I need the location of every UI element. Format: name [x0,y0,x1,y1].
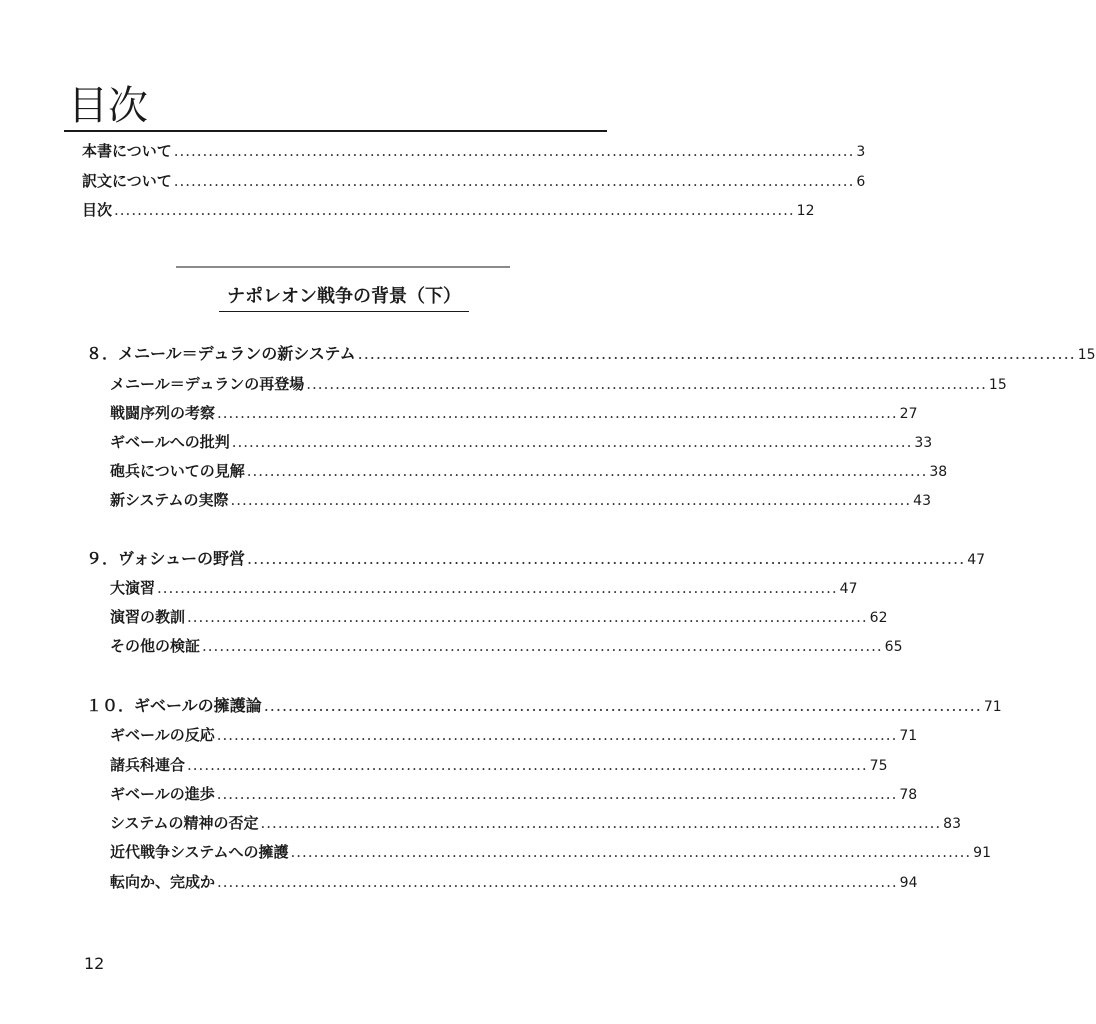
leader-dots: ...................................................................................................................... [306,375,987,393]
toc-section-page: 78 [899,787,918,803]
toc-section-label: システムの精神の否定 [110,814,259,832]
leader-dots: ...................................................................................................................... [187,756,868,774]
toc-section[interactable] [110,374,1007,395]
toc-entry-page: 3 [856,144,866,160]
toc-section-label: メニール＝デュランの再登場 [110,375,305,393]
toc-section[interactable] [110,784,918,805]
toc-entry-page: 6 [856,174,866,190]
toc-section[interactable] [110,461,948,482]
leader-dots: ...................................................................................................................... [290,843,972,861]
toc-chapter-label: １０．ギベールの擁護論 [86,696,262,715]
title-underline [64,130,607,132]
toc-section[interactable] [110,636,903,657]
toc-section-label: 新システムの実際 [110,491,229,509]
toc-section-page: 47 [839,581,858,597]
toc-chapter-page: 47 [967,552,986,568]
toc-section-page: 65 [884,639,903,655]
toc-chapter[interactable] [86,344,1096,365]
toc-section[interactable] [110,490,931,511]
leader-dots: ...................................................................................................................... [173,172,855,190]
toc-section-page: 27 [899,406,918,422]
page-title: 目次 [68,83,148,129]
toc-chapter[interactable] [86,696,1002,717]
toc-section-page: 83 [943,816,961,832]
toc-entry-page: 12 [796,203,815,219]
toc-chapter[interactable] [86,549,986,570]
toc-section[interactable] [110,872,918,893]
toc-section[interactable] [110,813,961,834]
toc-section-label: 大演習 [110,579,156,597]
toc-section-label: ギベールの反応 [110,726,215,744]
leader-dots: ...................................................................................................................... [173,142,855,160]
toc-section-page: 91 [973,845,991,861]
toc-section-page: 15 [988,377,1007,393]
toc-entry[interactable] [82,171,866,192]
toc-section[interactable] [110,432,933,453]
toc-section-label: ギベールへの批判 [110,433,230,451]
toc-section-label: 砲兵についての見解 [110,462,245,480]
leader-dots: ...................................................................................................................... [260,814,942,832]
toc-section-page: 62 [869,610,888,626]
footer-page-number: 12 [84,954,105,973]
toc-section[interactable] [110,403,918,424]
toc-section-label: 諸兵科連合 [110,756,186,774]
toc-section-label: 演習の教訓 [110,608,186,626]
leader-dots: ...................................................................................................................... [357,344,1076,363]
part-divider [176,266,510,268]
toc-section-page: 33 [914,435,933,451]
leader-dots: ...................................................................................................................... [230,491,912,509]
toc-chapter-page: 15 [1077,347,1096,363]
toc-entry-label: 訳文について [82,172,172,190]
leader-dots: ...................................................................................................................... [247,549,966,568]
toc-chapter-label: ８．メニール＝デュランの新システム [86,344,356,363]
toc-entry[interactable] [82,200,815,221]
toc-section-page: 71 [899,728,918,744]
leader-dots: ...................................................................................................................... [187,608,868,626]
toc-section-label: 近代戦争システムへの擁護 [110,843,289,861]
leader-dots: ...................................................................................................................... [216,726,898,744]
toc-section-label: ギベールの進歩 [110,785,215,803]
toc-entry[interactable] [82,141,866,162]
leader-dots: ...................................................................................................................... [157,579,838,597]
toc-section[interactable] [110,578,858,599]
leader-dots: ...................................................................................................................... [202,637,883,655]
toc-section[interactable] [110,842,991,863]
toc-chapter-label: ９．ヴォシューの野営 [86,549,246,568]
toc-entry-label: 目次 [82,201,113,219]
toc-section-page: 94 [899,875,918,891]
toc-section-label: その他の検証 [110,637,201,655]
part-title: ナポレオン戦争の背景（下） [219,285,469,312]
leader-dots: ...................................................................................................................... [217,873,898,891]
toc-section[interactable] [110,755,888,776]
toc-section-page: 43 [913,493,931,509]
leader-dots: ...................................................................................................................... [217,404,898,422]
leader-dots: ...................................................................................................................... [216,785,898,803]
toc-section[interactable] [110,725,918,746]
leader-dots: ...................................................................................................................... [263,696,982,715]
toc-section-page: 38 [929,464,948,480]
leader-dots: ...................................................................................................................... [114,201,795,219]
toc-section[interactable] [110,607,888,628]
toc-section-label: 転向か、完成か [110,873,216,891]
toc-chapter-page: 71 [983,699,1002,715]
toc-section-page: 75 [869,758,888,774]
leader-dots: ...................................................................................................................... [231,433,913,451]
leader-dots: ...................................................................................................................... [246,462,928,480]
toc-section-label: 戦闘序列の考察 [110,404,216,422]
toc-entry-label: 本書について [82,142,172,160]
